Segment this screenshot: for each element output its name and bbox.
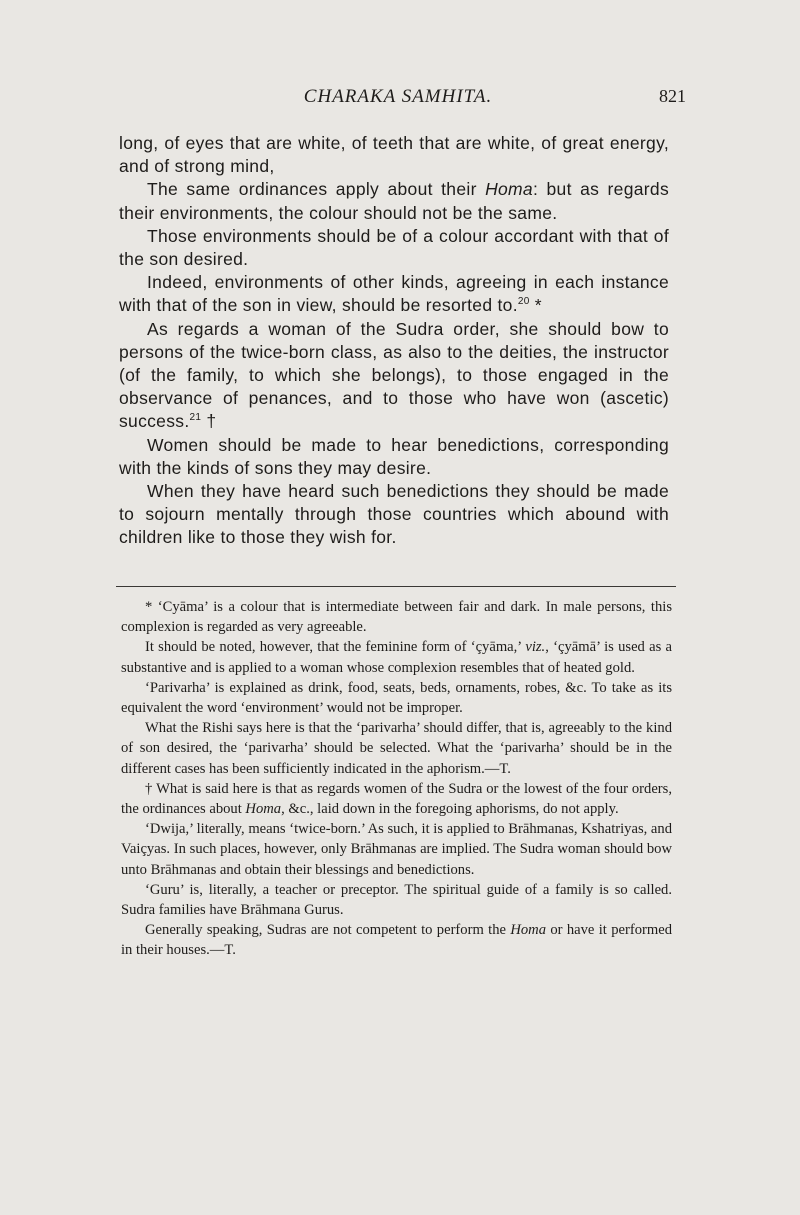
footnote-ref-20: 20	[517, 296, 530, 308]
footnotes	[121, 597, 672, 961]
footnote-mark-asterisk: *	[529, 295, 542, 316]
main-text	[119, 132, 669, 550]
paragraph-7: When they have heard such benedictions they should be made to sojourn mentally through those countries which abound with children like to those they wish for.	[119, 481, 669, 548]
footnote-8: Generally speaking, Sudras are not competent to perform the Homa or have it performed in their houses.—T.	[121, 922, 672, 959]
footnote-3: ‘Parivarha’ is explained as drink, food, seats, beds, ornaments, robes, &c. To take as its equivalent the word ‘environment’ would not be improper.	[121, 679, 672, 717]
footnote-6: ‘Dwija,’ literally, means ‘twice-born.’ As such, it is applied to Brāhmanas, Kshatriyas, and Vaiçyas. In such places, however, only Brāhmanas are implied. The Sudra woman should bow unto Brāhmanas and obtain their blessings and benedictions.	[121, 821, 672, 878]
footnote-4: What the Rishi says here is that the ‘parivarha’ should differ, that is, agreeably to the kind of son desired, the ‘parivarha’ should be selected. What the ‘parivarha’ should be in the different cases has been sufficiently indicated in the aphorism.—T.	[121, 720, 672, 777]
paragraph-5: As regards a woman of the Sudra order, she should bow to persons of the twice-born class, as also to the deities, the instructor (of the family, to which she belongs), to those engaged in the observance of penances, and to those who have won (ascetic) success.$^{21}$ †	[119, 318, 669, 432]
paragraph-2: The same ordinances apply about their Homa: but as regards their environments, the colour should not be the same.	[119, 179, 669, 223]
paragraph-1: long, of eyes that are white, of teeth that are white, of great energy, and of strong mind,	[119, 133, 669, 177]
paragraph-6: Women should be made to hear benedictions, corresponding with the kinds of sons they may desire.	[119, 434, 669, 478]
footnote-7: ‘Guru’ is, literally, a teacher or preceptor. The spiritual guide of a family is so called. Sudra families have Brāhmana Gurus.	[121, 881, 672, 919]
footnote-2: It should be noted, however, that the feminine form of ‘çyāma,’ viz., ‘çyāmā’ is used as a substantive and is applied to a woman whose complexion resembles that of heated gold.	[121, 639, 673, 676]
page-number: 821	[659, 86, 686, 106]
footnote-ref-21: 21	[189, 412, 202, 424]
running-title: CHARAKA SAMHITA.	[303, 86, 493, 107]
paragraph-3: Those environments should be of a colour accordant with that of the son desired.	[119, 225, 669, 270]
footnote-5: † What is said here is that as regards women of the Sudra or the lowest of the four orders, the ordinances about Homa, &c., laid down in the foregoing aphorisms, do not apply.	[121, 780, 672, 818]
footnote-1: * ‘Cyāma’ is a colour that is intermediate between fair and dark. In male persons, this complexion is regarded as very agreeable.	[121, 599, 672, 636]
footnote-divider	[116, 586, 676, 587]
footnote-mark-dagger: †	[201, 411, 217, 432]
page-header	[118, 78, 686, 108]
homa-term: Homa	[485, 179, 533, 200]
paragraph-4: Indeed, environments of other kinds, agreeing in each instance with that of the son in view, should be resorted to.$^{20}$ *	[119, 272, 669, 316]
